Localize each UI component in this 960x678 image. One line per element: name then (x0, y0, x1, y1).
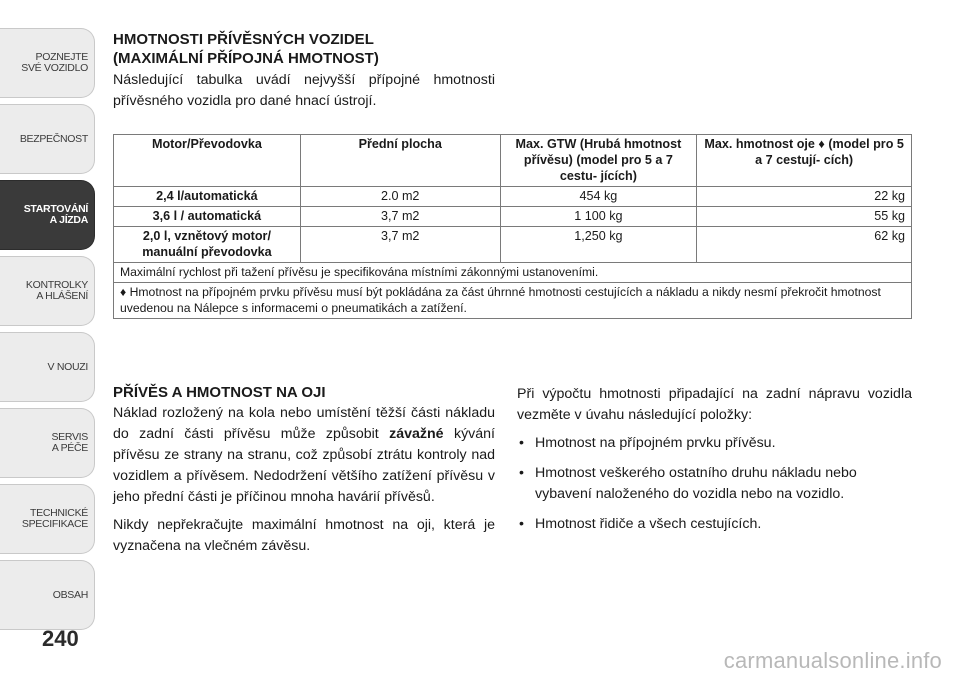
paragraph-text: kývání přívěsu ze strany na stranu, což způsobí ztrátu kontroly nad vozidlem a přívěsem. Nedodržení většího zatížení přívěsu v jeho přední části je příčinou mnoha havárií přívěsů. (113, 426, 495, 505)
rear-axle-weight-section (517, 384, 912, 544)
table-cell-frontal-area: 2.0 m2 (300, 187, 500, 207)
list-item-text: Hmotnost řidiče a všech cestujících. (535, 516, 762, 532)
table-note-row (114, 283, 912, 319)
tab-kontrolky-a-hlaseni[interactable]: KONTROLKY A HLÁŠENÍ (0, 256, 95, 326)
watermark: carmanualsonline.info (723, 648, 942, 673)
table-cell-gtw: 454 kg (500, 187, 697, 207)
table-cell-frontal-area: 3,7 m2 (300, 207, 500, 227)
paragraph-text: Náklad rozložený na kola nebo umístění těžší části nákladu do zadní části přívěsu může způsobit (113, 405, 495, 442)
intro-text: Následující tabulka uvádí nejvyšší přípojné hmotnosti přívěsného vozidla pro dané hnací ústrojí. (113, 72, 495, 109)
table-header-cell: Max. hmotnost oje ♦ (model pro 5 a 7 cestují- cích) (697, 135, 912, 187)
table-cell-gtw: 1,250 kg (500, 227, 697, 263)
rear-axle-items-list (517, 433, 912, 535)
tab-v-nouzi[interactable]: V NOUZI (0, 332, 95, 402)
list-item (517, 514, 912, 535)
list-item (517, 433, 912, 454)
table-header-cell: Přední plocha (300, 135, 500, 187)
section-heading (113, 30, 503, 68)
page-number: 240 (42, 626, 79, 651)
heading-line-2: (MAXIMÁLNÍ PŘÍPOJNÁ HMOTNOST) (113, 50, 379, 67)
emphasis-text: závažné (389, 426, 444, 442)
tab-obsah[interactable]: OBSAH (0, 560, 95, 630)
bullet-icon: • (519, 465, 524, 481)
tab-startovani-a-jizda[interactable]: STARTOVÁNÍ A JÍZDA (0, 180, 95, 250)
table-header-cell: Motor/Převodovka (114, 135, 301, 187)
tab-technicke-specifikace[interactable]: TECHNICKÉ SPECIFIKACE (0, 484, 95, 554)
table-cell-engine: 3,6 l / automatická (114, 207, 301, 227)
paragraph-max-tongue-weight: Nikdy nepřekračujte maximální hmotnost na oji, která je vyznačena na vlečném závěsu. (113, 517, 495, 554)
table-header-cell: Max. GTW (Hrubá hmotnost přívěsu) (model pro 5 a 7 cestu- jících) (500, 135, 697, 187)
trailer-tongue-weight-section (113, 384, 495, 564)
tab-servis-a-pece[interactable]: SERVIS A PÉČE (0, 408, 95, 478)
table-cell-tongue-weight: 62 kg (697, 227, 912, 263)
table-row (114, 187, 912, 207)
table-note-tongue-weight: ♦ Hmotnost na přípojném prvku přívěsu musí být pokládána za část úhrnné hmotnosti cestujících a nákladu a nikdy nesmí překročit hmotnost uvedenou na Nálepce s informacemi o pneumatikách a zatížení. (114, 283, 912, 319)
bullet-icon: • (519, 435, 524, 451)
bullet-icon: • (519, 516, 524, 532)
table-cell-engine: 2,0 l, vznětový motor/ manuální převodovka (114, 227, 301, 263)
list-item-text: Hmotnost na přípojném prvku přívěsu. (535, 435, 776, 451)
table-cell-tongue-weight: 55 kg (697, 207, 912, 227)
table-note-row (114, 263, 912, 283)
table-cell-frontal-area: 3,7 m2 (300, 227, 500, 263)
list-item-text: Hmotnost veškerého ostatního druhu nákladu nebo vybavení naloženého do vozidla nebo na vozidlo. (535, 465, 857, 502)
tab-poznejte-sve-vozidlo[interactable]: POZNEJTE SVÉ VOZIDLO (0, 28, 95, 98)
trailer-weight-table (113, 134, 912, 319)
table-note-speed: Maximální rychlost při tažení přívěsu je specifikována místními zákonnými ustanoveními. (114, 263, 912, 283)
table-cell-tongue-weight: 22 kg (697, 187, 912, 207)
table-header-row (114, 135, 912, 187)
heading-line-1: HMOTNOSTI PŘÍVĚSNÝCH VOZIDEL (113, 31, 374, 48)
paragraph-rear-axle: Při výpočtu hmotnosti připadající na zadní nápravu vozidla vezměte v úvahu následující položky: (517, 386, 912, 423)
table-row (114, 227, 912, 263)
table-cell-gtw: 1 100 kg (500, 207, 697, 227)
table-cell-engine: 2,4 l/automatická (114, 187, 301, 207)
list-item (517, 463, 912, 505)
table-row (114, 207, 912, 227)
tab-bezpecnost[interactable]: BEZPEČNOST (0, 104, 95, 174)
subsection-heading: PŘÍVĚS A HMOTNOST NA OJI (113, 384, 326, 401)
paragraph-load-distribution (113, 403, 495, 508)
